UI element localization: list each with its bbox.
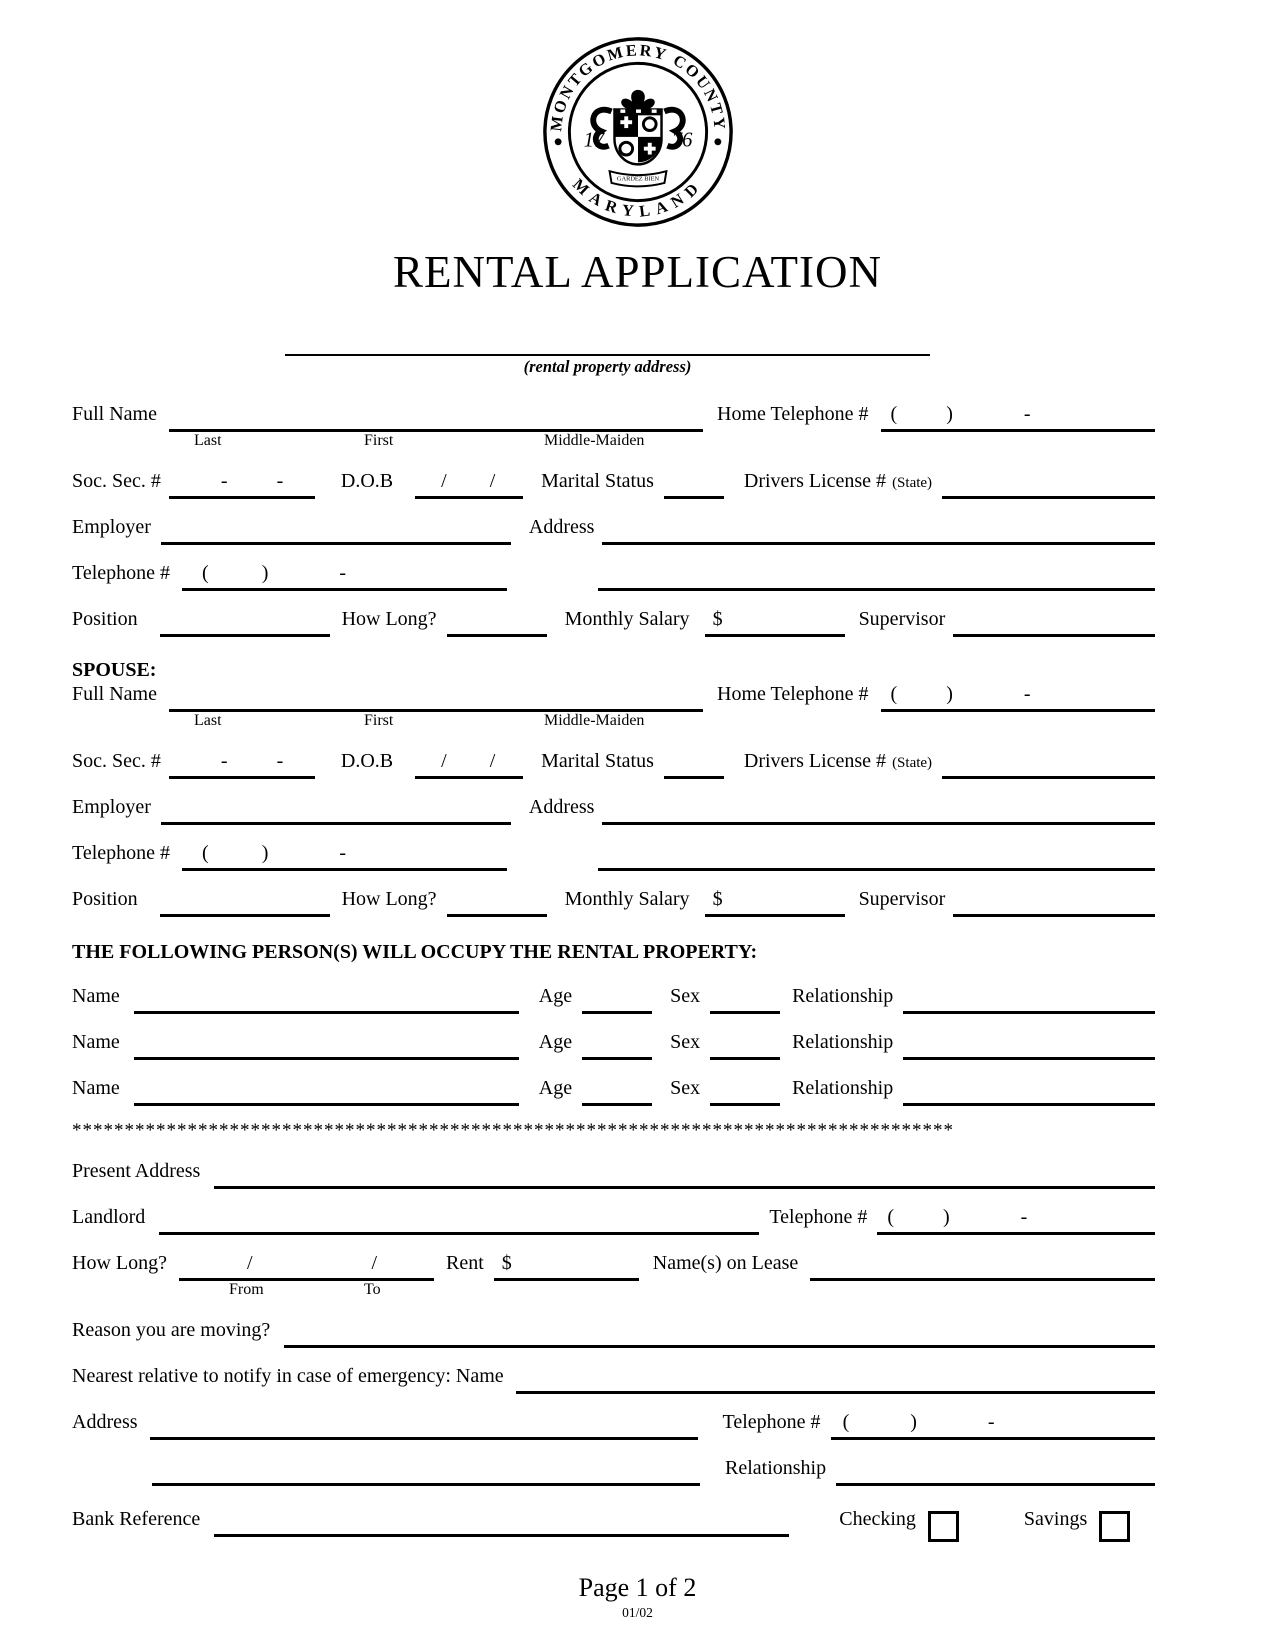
- emergency-relationship-label: Relationship: [725, 1457, 827, 1479]
- occupant-name-label: Name: [72, 1031, 120, 1053]
- ssn-dash: -: [220, 750, 228, 772]
- occupant3-relationship-field[interactable]: [903, 1077, 1155, 1106]
- savings-label: Savings: [1023, 1508, 1088, 1530]
- rent-field[interactable]: [494, 1252, 639, 1281]
- seal-dot-left: [554, 138, 561, 145]
- form-title: RENTAL APPLICATION: [393, 247, 882, 297]
- dollar-sign: $: [712, 888, 723, 910]
- to-sublabel: To: [364, 1281, 381, 1298]
- applicant-ssn-field[interactable]: [169, 470, 315, 499]
- occupant3-name-field[interactable]: [134, 1077, 519, 1106]
- applicant-ssn-label: Soc. Sec. #: [72, 470, 161, 492]
- name-last-sublabel: Last: [194, 432, 222, 449]
- applicant-salary-label: Monthly Salary: [564, 608, 690, 630]
- emergency-name-row: [72, 1365, 1155, 1394]
- phone-dash: -: [1023, 683, 1031, 705]
- phone-paren-close: ): [261, 842, 269, 864]
- reason-moving-field[interactable]: [284, 1319, 1155, 1348]
- spouse-howlong-field[interactable]: [447, 888, 547, 917]
- applicant-position-label: Position: [72, 608, 138, 630]
- spouse-phone-row: [72, 842, 1155, 871]
- spouse-ssn-field[interactable]: [169, 750, 315, 779]
- occupant2-sex-field[interactable]: [710, 1031, 780, 1060]
- occupant1-sex-field[interactable]: [710, 985, 780, 1014]
- seal-year-left: 17: [583, 129, 604, 152]
- reason-moving-label: Reason you are moving?: [72, 1319, 271, 1341]
- applicant-home-phone-label: Home Telephone #: [717, 403, 869, 425]
- spouse-home-phone-label: Home Telephone #: [717, 683, 869, 705]
- phone-dash: -: [987, 1411, 995, 1433]
- present-address-field[interactable]: [214, 1160, 1155, 1189]
- dob-slash: /: [441, 470, 447, 492]
- occupant-name-label: Name: [72, 985, 120, 1007]
- applicant-position-field[interactable]: [160, 608, 330, 637]
- seal-crest: [583, 90, 692, 187]
- phone-paren-open: (: [202, 842, 209, 864]
- phone-dash: -: [1020, 1206, 1028, 1228]
- applicant-employer-address-label: Address: [528, 516, 595, 538]
- spouse-salary-label: Monthly Salary: [564, 888, 690, 910]
- spouse-dob-field[interactable]: [415, 750, 523, 779]
- phone-paren-open: (: [202, 562, 209, 584]
- phone-paren-open: (: [887, 1206, 894, 1228]
- occupant-row-1: [72, 985, 1155, 1014]
- applicant-license-field[interactable]: [942, 470, 1155, 499]
- spouse-dob-label: D.O.B: [340, 750, 394, 772]
- emergency-relationship-field[interactable]: [836, 1457, 1155, 1486]
- spouse-supervisor-field[interactable]: [953, 888, 1155, 917]
- fromto-slash: /: [371, 1252, 378, 1274]
- applicant-employer-row: [72, 516, 1155, 545]
- spouse-employer-address-field[interactable]: [602, 796, 1155, 825]
- emergency-relative-label: Nearest relative to notify in case of emergency: Name: [72, 1365, 504, 1387]
- ssn-dash: -: [276, 750, 284, 772]
- phone-paren-close: ): [910, 1411, 917, 1433]
- occupant3-age-field[interactable]: [582, 1077, 652, 1106]
- applicant-marital-label: Marital Status: [541, 470, 654, 492]
- applicant-employer-field[interactable]: [161, 516, 511, 545]
- landlord-phone-field[interactable]: [877, 1206, 1155, 1235]
- spouse-home-phone-field[interactable]: [881, 683, 1155, 712]
- applicant-fullname-row: [72, 403, 1155, 432]
- applicant-employer-address-field[interactable]: [602, 516, 1155, 545]
- occupant1-age-field[interactable]: [582, 985, 652, 1014]
- phone-paren-open: (: [890, 683, 898, 705]
- page-footer: [0, 1573, 1275, 1621]
- emergency-address-field[interactable]: [150, 1411, 698, 1440]
- county-seal: [0, 0, 1275, 230]
- spouse-license-field[interactable]: [942, 750, 1155, 779]
- applicant-employer-label: Employer: [72, 516, 151, 538]
- applicant-phone-field[interactable]: [182, 562, 507, 591]
- occupant1-relationship-field[interactable]: [903, 985, 1155, 1014]
- spouse-position-label: Position: [72, 888, 138, 910]
- landlord-field[interactable]: [159, 1206, 759, 1235]
- phone-paren-close: ): [261, 562, 269, 584]
- name-middle-sublabel: Middle-Maiden: [544, 712, 645, 729]
- reason-moving-row: [72, 1319, 1155, 1348]
- phone-paren-open: (: [890, 403, 898, 425]
- spouse-full-name-label: Full Name: [72, 683, 157, 705]
- applicant-name-sublabels: [176, 432, 710, 453]
- spouse-employer-label: Employer: [72, 796, 151, 818]
- applicant-phone-label: Telephone #: [72, 562, 171, 584]
- asterisk-divider: ************************************************************************************: [72, 1120, 954, 1141]
- bank-reference-field[interactable]: [214, 1508, 789, 1537]
- spouse-license-state-label: (State): [892, 755, 933, 771]
- occupant-sex-label: Sex: [670, 1031, 701, 1053]
- applicant-home-phone-field[interactable]: [881, 403, 1155, 432]
- occupant-sex-label: Sex: [670, 1077, 701, 1099]
- occupant1-name-field[interactable]: [134, 985, 519, 1014]
- dob-slash: /: [441, 750, 447, 772]
- occupant-age-label: Age: [538, 985, 573, 1007]
- emergency-address2-field[interactable]: [152, 1457, 700, 1486]
- name-last-sublabel: Last: [194, 712, 222, 729]
- applicant-marital-field[interactable]: [664, 470, 724, 499]
- rental-property-address-field[interactable]: [285, 332, 930, 356]
- phone-dash: -: [339, 842, 347, 864]
- spouse-full-name-field[interactable]: [169, 683, 703, 712]
- name-middle-sublabel: Middle-Maiden: [544, 432, 645, 449]
- seal-motto: GARDEZ BIEN: [616, 175, 659, 183]
- spouse-employer-row: [72, 796, 1155, 825]
- seal-bottom-text: MARYLAND: [568, 175, 707, 221]
- applicant-howlong-label: How Long?: [341, 608, 437, 630]
- dollar-sign: $: [712, 608, 723, 630]
- phone-dash: -: [339, 562, 347, 584]
- checking-label: Checking: [839, 1508, 916, 1530]
- revision-date: 01/02: [622, 1605, 653, 1620]
- occupant-name-label: Name: [72, 1077, 120, 1099]
- spouse-phone-label: Telephone #: [72, 842, 171, 864]
- spouse-name-sublabels: [176, 712, 710, 733]
- spouse-marital-label: Marital Status: [541, 750, 654, 772]
- present-address-row: [72, 1160, 1155, 1189]
- occupant-age-label: Age: [538, 1031, 573, 1053]
- fromto-slash: /: [246, 1252, 253, 1274]
- occupant-relationship-label: Relationship: [792, 985, 894, 1007]
- ssn-dash: -: [220, 470, 228, 492]
- occupant-row-2: [72, 1031, 1155, 1060]
- applicant-license-state-label: (State): [892, 475, 933, 491]
- occupant-age-label: Age: [538, 1077, 573, 1099]
- emergency-address-label: Address: [72, 1411, 138, 1433]
- page-number: Page 1 of 2: [578, 1573, 697, 1602]
- dob-slash: /: [489, 750, 496, 772]
- occupant-relationship-label: Relationship: [792, 1031, 894, 1053]
- present-address-label: Present Address: [72, 1160, 201, 1182]
- name-first-sublabel: First: [364, 712, 394, 729]
- phone-paren-close: ): [943, 1206, 950, 1228]
- applicant-phone-row: [72, 562, 1155, 591]
- applicant-salary-field[interactable]: [705, 608, 845, 637]
- spouse-salary-field[interactable]: [705, 888, 845, 917]
- applicant-howlong-field[interactable]: [447, 608, 547, 637]
- spouse-ssn-label: Soc. Sec. #: [72, 750, 161, 772]
- occupant2-age-field[interactable]: [582, 1031, 652, 1060]
- spouse-heading-row: [72, 659, 1155, 682]
- spouse-employer-field[interactable]: [161, 796, 511, 825]
- emergency-relationship-row: [72, 1457, 1155, 1486]
- applicant-position-row: [72, 608, 1155, 637]
- dollar-sign: $: [501, 1252, 512, 1274]
- spouse-position-row: [72, 888, 1155, 917]
- phone-paren-close: ): [946, 403, 953, 425]
- spouse-employer-address-label: Address: [528, 796, 595, 818]
- applicant-dob-label: D.O.B: [340, 470, 394, 492]
- spouse-position-field[interactable]: [160, 888, 330, 917]
- occupant2-relationship-field[interactable]: [903, 1031, 1155, 1060]
- spouse-supervisor-label: Supervisor: [858, 888, 946, 910]
- applicant-license-label: Drivers License #: [743, 470, 887, 492]
- spouse-license-label: Drivers License #: [743, 750, 887, 772]
- phone-paren-close: ): [946, 683, 953, 705]
- checking-checkbox[interactable]: [928, 1511, 959, 1542]
- applicant-full-name-field[interactable]: [169, 403, 703, 432]
- landlord-label: Landlord: [72, 1206, 146, 1228]
- emergency-phone-field[interactable]: [831, 1411, 1155, 1440]
- rental-property-address-caption: (rental property address): [523, 357, 692, 376]
- occupant3-sex-field[interactable]: [710, 1077, 780, 1106]
- phone-dash: -: [1023, 403, 1031, 425]
- county-seal-graphic: [540, 34, 736, 230]
- from-sublabel: From: [229, 1281, 264, 1298]
- name-first-sublabel: First: [364, 432, 394, 449]
- fromto-sublabels: [179, 1281, 434, 1302]
- applicant-supervisor-label: Supervisor: [858, 608, 946, 630]
- spouse-fullname-row: [72, 683, 1155, 712]
- rent-label: Rent: [445, 1252, 484, 1274]
- emergency-name-field[interactable]: [516, 1365, 1155, 1394]
- bank-reference-row: [72, 1508, 1155, 1539]
- names-on-lease-field[interactable]: [810, 1252, 1155, 1281]
- ssn-dash: -: [276, 470, 284, 492]
- emergency-phone-label: Telephone #: [722, 1411, 821, 1433]
- seal-year-right: 76: [671, 129, 692, 152]
- emergency-address-row: [72, 1411, 1155, 1440]
- phone-paren-open: (: [842, 1411, 850, 1433]
- spouse-marital-field[interactable]: [664, 750, 724, 779]
- applicant-ssn-row: [72, 470, 1155, 499]
- occupants-heading: THE FOLLOWING PERSON(S) WILL OCCUPY THE RENTAL PROPERTY:: [72, 941, 758, 963]
- landlord-phone-label: Telephone #: [769, 1206, 868, 1228]
- applicant-employer-address2-field[interactable]: [598, 562, 1155, 591]
- occupant2-name-field[interactable]: [134, 1031, 519, 1060]
- seal-top-text: MONTGOMERY COUNTY: [547, 42, 728, 133]
- applicant-supervisor-field[interactable]: [953, 608, 1155, 637]
- seal-dot-right: [714, 138, 721, 145]
- bank-reference-label: Bank Reference: [72, 1508, 201, 1530]
- savings-checkbox[interactable]: [1099, 1511, 1130, 1542]
- dob-slash: /: [489, 470, 496, 492]
- residence-howlong-label: How Long?: [72, 1252, 167, 1274]
- spouse-employer-address2-field[interactable]: [598, 842, 1155, 871]
- occupant-row-3: [72, 1077, 1155, 1106]
- residence-howlong-row: [72, 1252, 1155, 1281]
- spouse-ssn-row: [72, 750, 1155, 779]
- residence-howlong-field[interactable]: [179, 1252, 434, 1281]
- occupants-heading-row: [72, 941, 1155, 964]
- landlord-row: [72, 1206, 1155, 1235]
- applicant-dob-field[interactable]: [415, 470, 523, 499]
- applicant-full-name-label: Full Name: [72, 403, 157, 425]
- spouse-howlong-label: How Long?: [341, 888, 437, 910]
- form-body: [0, 332, 1275, 1539]
- names-on-lease-label: Name(s) on Lease: [652, 1252, 799, 1274]
- spouse-heading: SPOUSE:: [72, 659, 157, 681]
- occupant-sex-label: Sex: [670, 985, 701, 1007]
- occupant-relationship-label: Relationship: [792, 1077, 894, 1099]
- spouse-phone-field[interactable]: [182, 842, 507, 871]
